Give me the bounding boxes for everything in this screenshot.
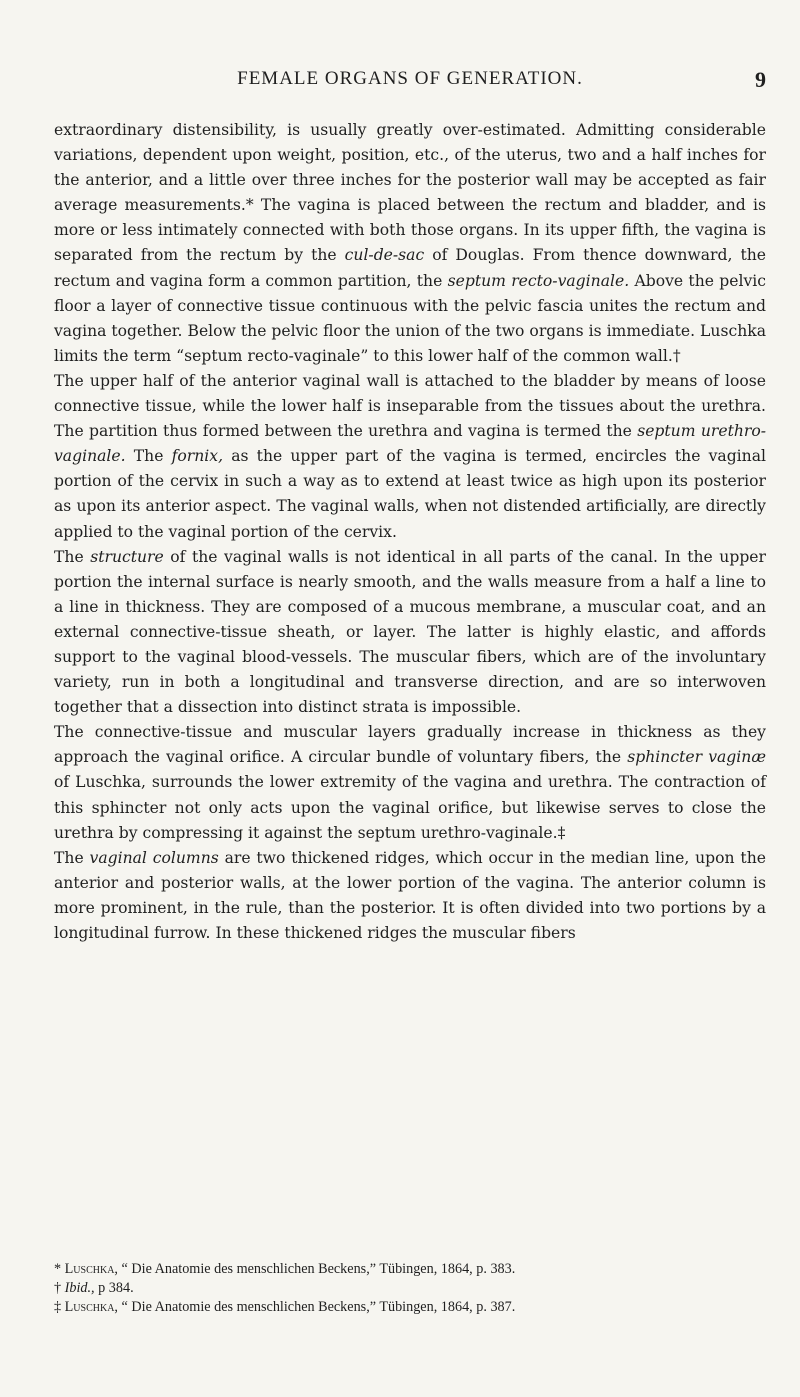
paragraph: [54, 846, 766, 946]
body-text: [54, 118, 766, 946]
text-run: ‡: [54, 1299, 65, 1315]
text-run: “ Die Anatomie des menschlichen Beckens,” Tübingen, 1864, p. 383.: [117, 1261, 516, 1277]
italic-term: septum recto-vaginale.: [447, 271, 630, 290]
text-run: are two thickened ridges, which occur in the median line, upon the anterior and posterior walls, at the lower portion of the vagina. The anterior column is more prominent, in the rule, than the posterior. It is often divided into two portions by a longitudinal furrow. In these thickened ridges the muscular fibers: [54, 848, 766, 942]
text-run: The connective-tissue and muscular layers gradually increase in thickness as they approach the vaginal orifice. A circular bundle of voluntary fibers, the: [54, 723, 766, 767]
italic-term: cul-de-sac: [344, 246, 425, 265]
text-run: “ Die Anatomie des menschlichen Beckens,” Tübingen, 1864, p. 387.: [117, 1299, 516, 1315]
italic-term: fornix,: [171, 447, 224, 466]
footnotes: [54, 1260, 766, 1317]
footnote: [54, 1279, 766, 1298]
author-name: Luschka,: [64, 1261, 118, 1277]
text-run: of Luschka, surrounds the lower extremity of the vagina and urethra. The contraction of this sphincter not only acts upon the vaginal orifice, but likewise serves to close the urethra by compressing it against the septum urethro-vaginale.‡: [54, 773, 766, 842]
text-run: †: [54, 1280, 65, 1296]
italic-term: Ibid.,: [64, 1280, 95, 1296]
italic-term: sphincter vaginæ: [627, 748, 766, 767]
running-header: [54, 68, 766, 94]
italic-term: vaginal columns: [89, 848, 219, 867]
italic-term: septum urethro-vaginale.: [54, 422, 766, 466]
text-run: of the vaginal walls is not identical in all parts of the canal. In the upper portion the internal surface is nearly smooth, and the walls measure from a half a line to a line in thickness. They are composed of a mucous membrane, a muscular coat, and an external connective-tissue sheath, or layer. The latter is highly elastic, and affords support to the vaginal blood-vessels. The muscular fibers, which are of the involuntary variety, run in both a longitudinal and transverse direction, and are so interwoven together that a dissection into distinct strata is impossible.: [54, 547, 766, 717]
text-run: The upper half of the anterior vaginal wall is attached to the bladder by means of loose connective tissue, while the lower half is inseparable from the tissues about the urethra. The partition thus formed between the urethra and vagina is termed the: [54, 371, 766, 441]
text-run: Above the pelvic floor a layer of connective tissue continuous with the pelvic fascia unites the rectum and vagina together. Below the pelvic floor the union of the two organs is immediate. Luschka limits the term “septum recto-vaginale” to this lower half of the common wall.†: [54, 271, 766, 365]
text-run: The: [125, 447, 172, 466]
text-run: *: [54, 1261, 65, 1277]
text-run: extraordinary distensibility, is usually greatly over-estimated. Admitting considerable variations, dependent upon weight, position, etc., of the uterus, two and a half inches for the anterior, and a little over three inches for the posterior wall may be accepted as fair average measurements.* The vagina is placed between the rectum and bladder, and is more or less intimately connected with both those organs. In its upper fifth, the vagina is separated from the rectum by the: [54, 121, 766, 265]
paragraph: [54, 720, 766, 845]
text-run: p 384.: [94, 1280, 134, 1296]
text-run: The: [54, 547, 91, 566]
page-number: 9: [755, 67, 766, 92]
footnote: [54, 1298, 766, 1317]
header-title: FEMALE ORGANS OF GENERATION.: [237, 68, 583, 89]
text-run: The: [54, 848, 90, 867]
footnote: [54, 1260, 766, 1279]
paragraph: [54, 369, 766, 545]
paragraph: [54, 118, 766, 369]
text-run: as the upper part of the vagina is termed, encircles the vaginal portion of the cervix in such a way as to extend at least twice as high upon its posterior as upon its anterior aspect. The vaginal walls, when not distended artificially, are directly applied to the vaginal portion of the cervix.: [54, 447, 766, 541]
author-name: Luschka,: [64, 1299, 118, 1315]
paragraph: [54, 545, 766, 721]
italic-term: structure: [90, 547, 164, 566]
text-run: of Douglas. From thence downward, the rectum and vagina form a common partition, the: [54, 246, 767, 290]
